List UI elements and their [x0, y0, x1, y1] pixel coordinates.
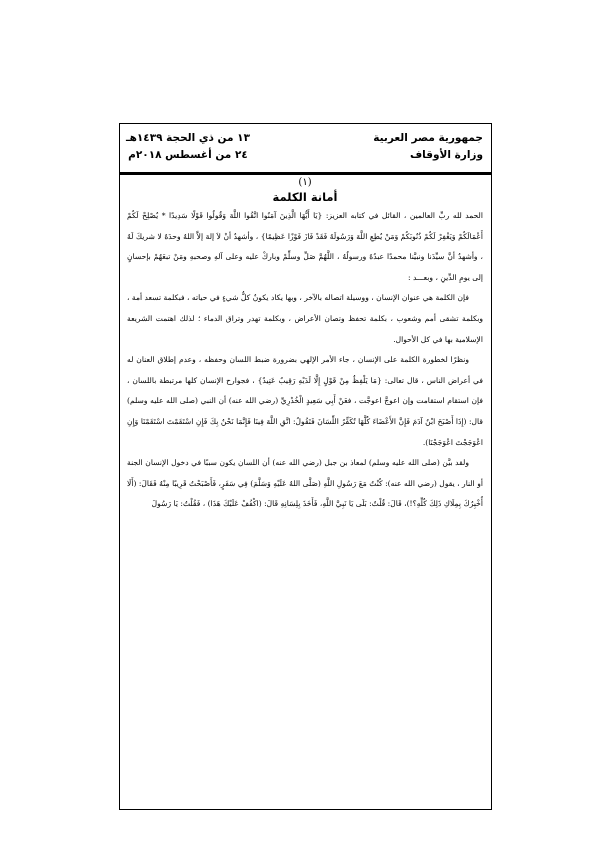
paragraph-1: الحمد لله ربِّ العالمين ، القائل في كتابه العزيز: {يَا أَيُّهَا الَّذِينَ آمَنُوا اتَّقُوا اللَّهَ وَقُولُوا قَوْلًا سَدِيدًا * يُصْلِحْ لَكُمْ أَعْمَالَكُمْ وَيَغْفِرْ لَكُمْ ذُنُوبَكُمْ وَمَنْ يُطِعِ اللَّهَ وَرَسُولَهُ فَقَدْ فَازَ فَوْزًا عَظِيمًا} ، وأشهدُ أنْ لاَ إلهَ إلاَّ اللهُ وحدَهُ لا شريكَ لَهُ ، وأشهدُ أنَّ سيِّدَنا ونبيَّنا محمدًا عبدُهُ ورسولُهُ ، اللَّهُمَّ صَلِّ وسلِّمْ وباركْ عليه وعلى آلهِ وصحبهِ ومَنْ تبعَهُمْ بإحسانٍ إلى يومِ الدِّينِ ، وبعـــد :: [127, 211, 483, 282]
sermon-title: أمانة الكلمة: [272, 190, 338, 204]
paragraph-4: ولقد بيَّن (صلى الله عليه وسلم) لمعاذ بن جبل (رضي الله عنه) أن اللسان يكون سببًا في دخول الإنسان الجنة أو النار ، يقول (رضي الله عنه): كُنْتُ مَعَ رَسُولِ اللَّهِ (صَلَّى اللهُ عَلَيْهِ وَسَلَّمَ) فِي سَفَرٍ، فَأَصْبَحْتُ قَرِيبًا مِنْهُ فَقَالَ: (أَلَا أُخْبِرُكَ بِمِلَاكِ ذَلِكَ كُلِّهِ؟!)، قَالَ: قُلْتُ: بَلَى يَا نَبِيَّ اللَّهِ، فَأَخَذَ بِلِسَانِهِ قَالَ: (اكْفُفْ عَلَيْكَ هَذَا) ، فَقُلْتُ: يَا رَسُولَ: [127, 458, 483, 509]
ministry-name: وزارة الأوقاف: [409, 149, 483, 161]
paragraph-2: فإن الكلمة هي عنوان الإنسان ، ووسيلة اتصاله بالآخر ، وبها يكاد يكونُ كلُّ شيءٍ في حياته ، فبكلمة تسعد أمة ، وبكلمة تشقى أمم وشعوب ، بكلمة تحفظ وتصان الأعراض ، وبكلمة تهدر وتراق الدماء ؛ لذلك اهتمت الشريعة الإسلامية بها في كل الأحوال.: [127, 293, 483, 344]
paragraph-3: ونظرًا لخطورة الكلمة على الإنسان ، جاء الأمر الإلهي بضرورة ضبط اللسان وحفظه ، وعدم إطلاق العنان له في أعراض الناس ، قال تعالى: {مَا يَلْفِظُ مِنْ قَوْلٍ إِلَّا لَدَيْهِ رَقِيبٌ عَتِيدٌ} ، فجوارح الإنسان كلها مرتبطة باللسان ، فإن استقام استقامت وإن اعوجَّ اعوجَّت ، فعَنْ أَبِي سَعِيدٍ الْخُدْرِيِّ (رضي الله عنه) أن النبي (صلى الله عليه وسلم) قال: (إِذَا أَصْبَحَ ابْنُ آدَمَ فَإِنَّ الأَعْضَاءَ كُلَّهَا تُكَفِّرُ اللِّسَانَ فَتَقُولُ: اتَّقِ اللَّهَ فِينَا فَإِنَّمَا نَحْنُ بِكَ فَإِنِ اسْتَقَمْتَ اسْتَقَمْنَا وَإِنِ اعْوَجَجْتَ اعْوَجَجْنَا).: [127, 355, 483, 447]
sermon-number: (١): [298, 177, 312, 188]
document-body: [120, 174, 491, 809]
header-date: [126, 130, 250, 164]
page-frame: [119, 123, 492, 810]
sermon-content: [127, 177, 483, 515]
document-header: [120, 124, 491, 174]
header-authority: [373, 130, 483, 164]
gregorian-date: ٢٤ من أغسطس ٢٠١٨م: [128, 149, 248, 161]
hijri-date: ١٣ من ذي الحجة ١٤٣٩هـ: [126, 132, 250, 144]
country-name: جمهورية مصر العربية: [373, 132, 483, 144]
